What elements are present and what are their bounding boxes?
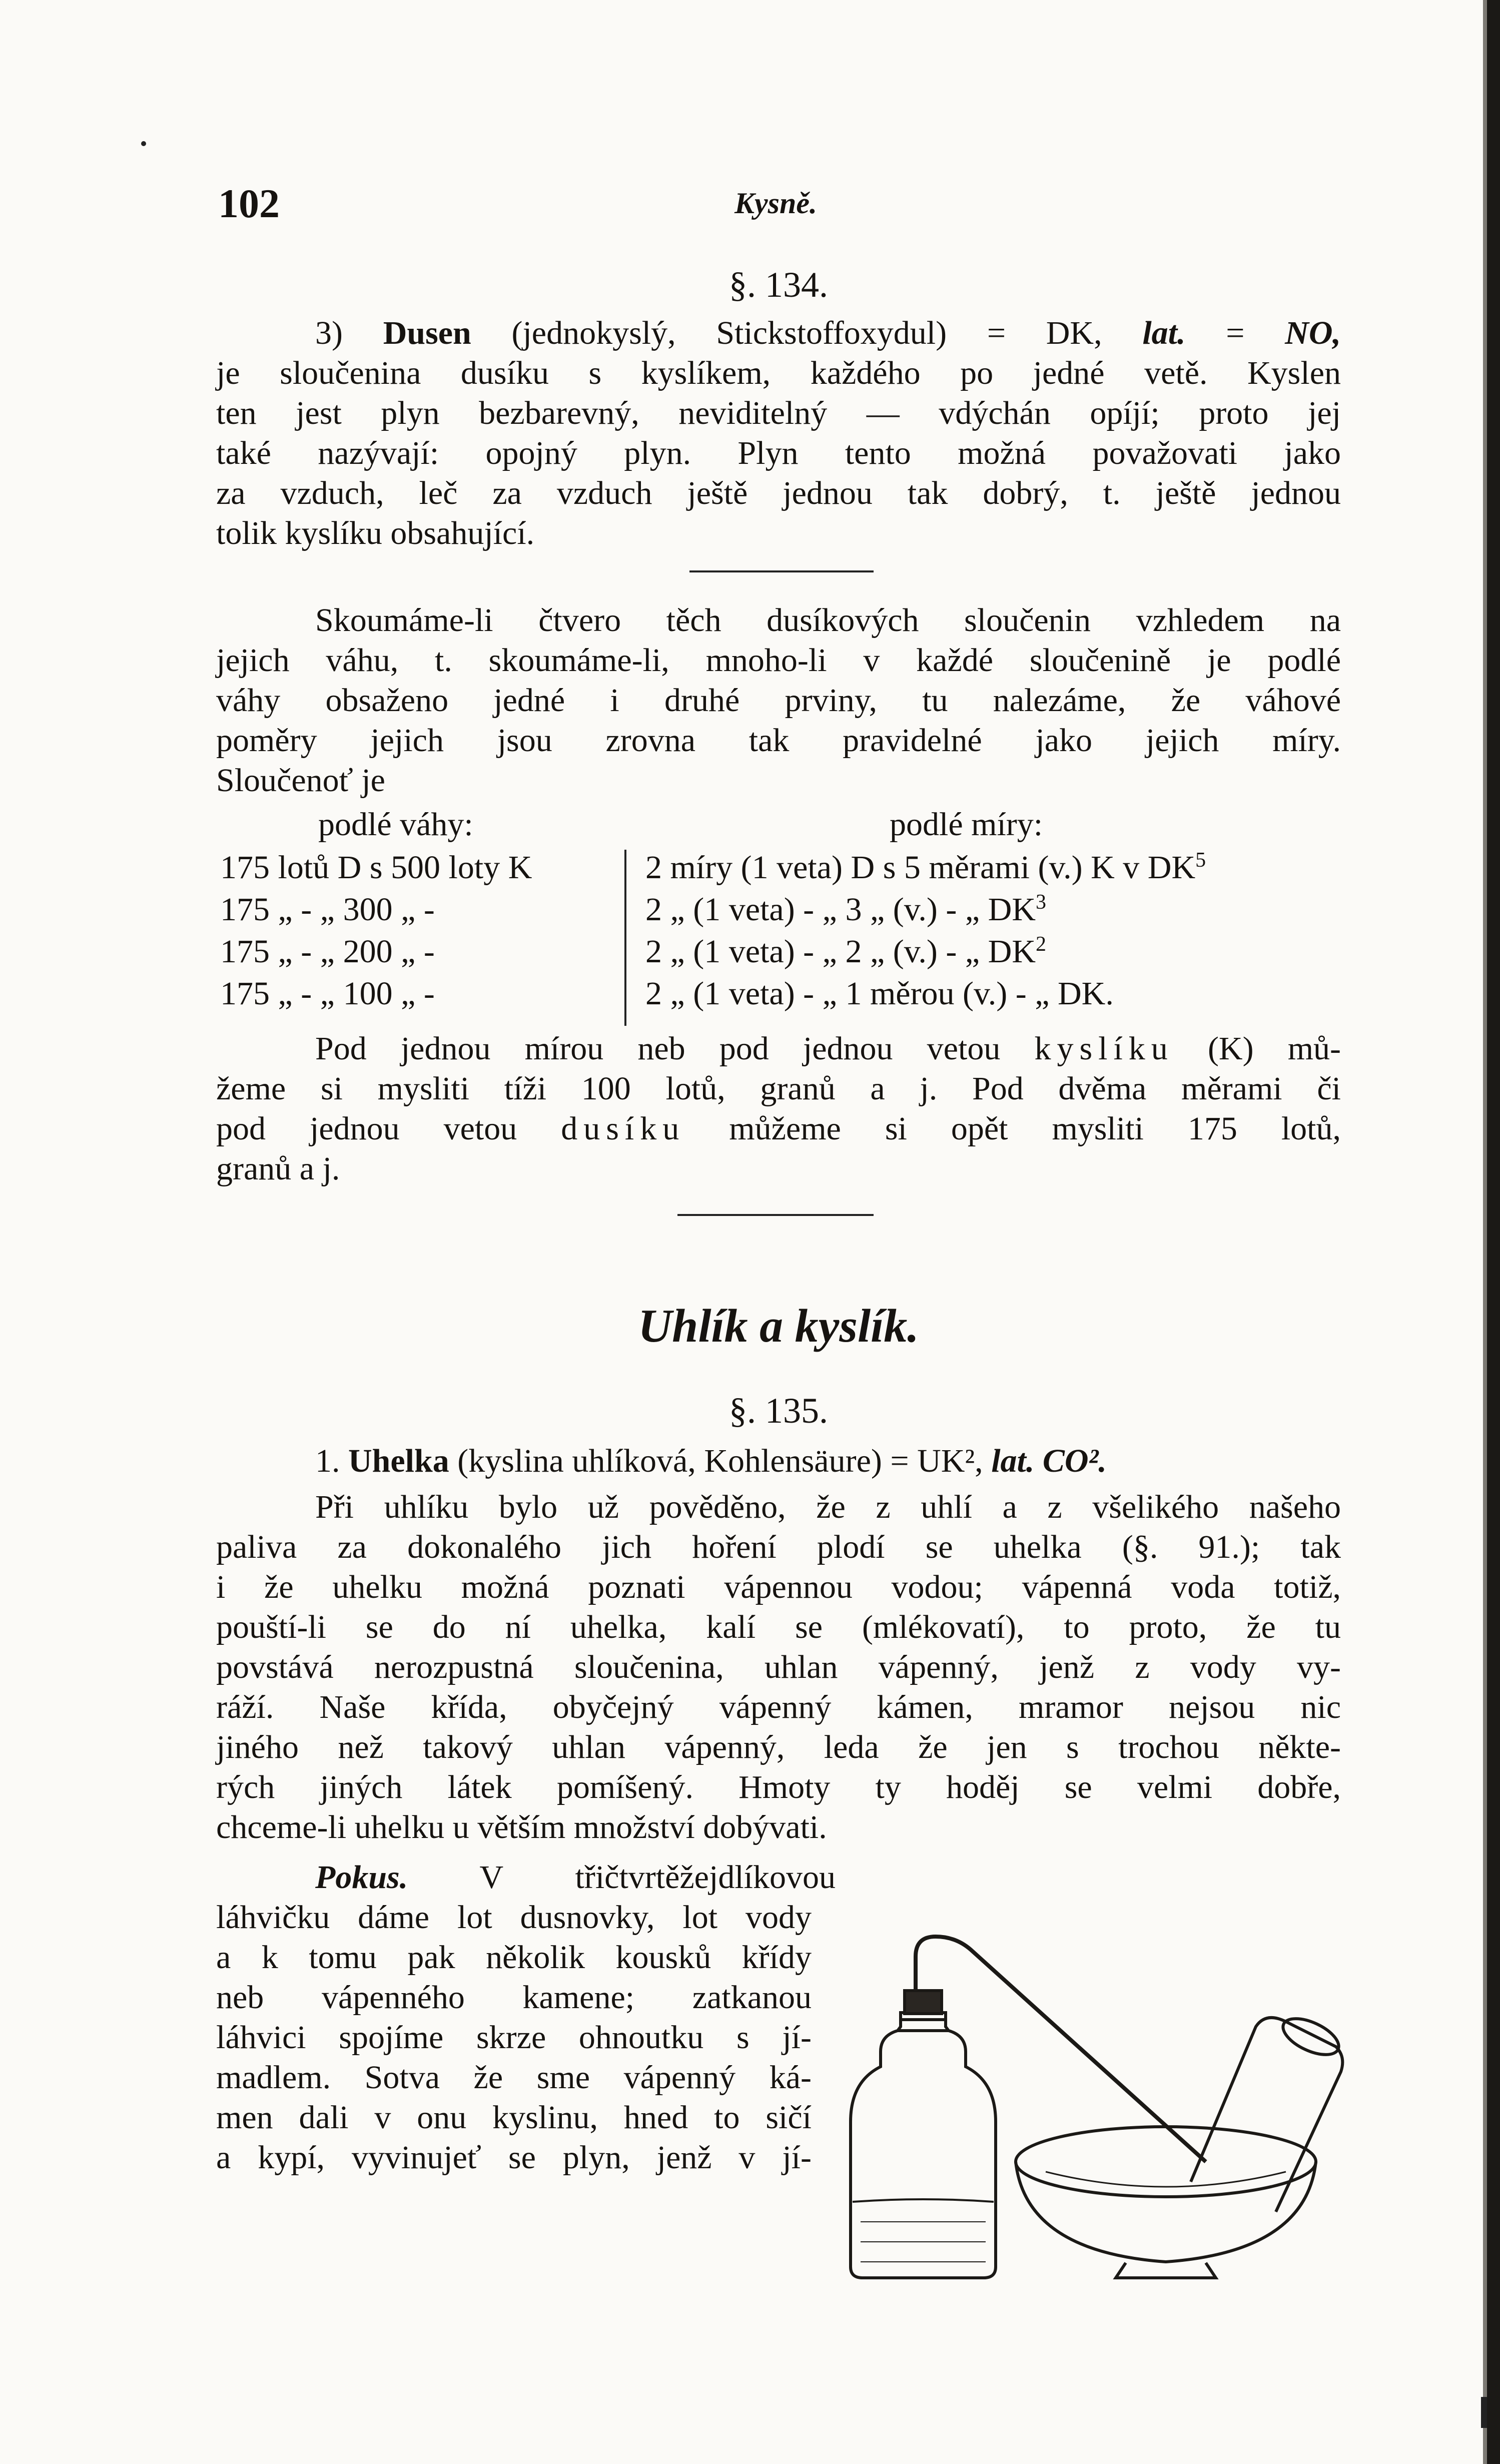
- basin-body: [1016, 2162, 1316, 2262]
- text-run: 3): [315, 315, 383, 351]
- table-row-2-measure: [645, 933, 1046, 971]
- experiment-line-4: láhvici spojíme skrze ohnoutku s jí-: [216, 2019, 812, 2056]
- section-135-number: §. 135.: [729, 1391, 828, 1431]
- pokus-label: Pokus.: [315, 1859, 408, 1896]
- experiment-line-0: [315, 1859, 836, 1897]
- s135-p1-line-1: paliva za dokonalého jich hoření plodí se uhelka (§. 91.); tak: [216, 1529, 1341, 1565]
- exponent: 5: [1195, 849, 1206, 872]
- p3-line-1: žeme si mysliti tíži 100 lotů, granů a j. Pod dvěma měrami či: [216, 1070, 1341, 1107]
- table-row-1-measure: [645, 891, 1046, 929]
- inverted-jar: [1191, 2018, 1342, 2212]
- text-run: =: [1185, 315, 1285, 351]
- experiment-line-2: a k tomu pak několik kousků křídy: [216, 1939, 812, 1976]
- s134-p1-line-5: tolik kyslíku obsahující.: [216, 515, 535, 551]
- experiment-line-6: men dali v onu kyslinu, hned to sičí: [216, 2099, 812, 2136]
- s135-p1-line-4: povstává nerozpustná sloučenina, uhlan vápenný, jenž z vody vy-: [216, 1649, 1341, 1685]
- lat-label: lat.: [1142, 315, 1186, 351]
- s135-p1-line-5: ráží. Naše křída, obyčejný vápenný kámen, mramor nejsou nic: [216, 1689, 1341, 1725]
- p3-line-3: granů a j.: [216, 1150, 340, 1187]
- measure-text: 2 míry (1 veta) D s 5 měrami (v.) K v DK: [645, 849, 1196, 886]
- text-run: pod jednou vetou: [216, 1110, 561, 1147]
- chapter-title: Uhlík a kyslík.: [638, 1300, 919, 1352]
- table-header-weight: podlé váhy:: [318, 806, 473, 843]
- s134-p2-line-3: poměry jejich jsou zrovna tak pravidelné jako jejich míry.: [216, 722, 1341, 759]
- s135-p1-line-6: jiného než takový uhlan vápenný, leda že jen s trochou někte-: [216, 1729, 1341, 1765]
- jar-mouth: [1278, 2011, 1344, 2062]
- s135-p1-line-3: pouští-li se do ní uhelka, kalí se (mlékovatí), to proto, že tu: [216, 1609, 1341, 1645]
- ink-speck: [141, 141, 146, 146]
- section-134-number: §. 134.: [729, 265, 828, 305]
- exponent: 3: [1036, 891, 1047, 914]
- p3-line-0: [315, 1030, 1341, 1068]
- s134-p1-line-4: za vzduch, leč za vzduch ještě jednou tak dobrý, t. ještě jednou: [216, 475, 1341, 511]
- running-title: Kysně.: [734, 187, 817, 220]
- edge-mark: [1481, 2397, 1487, 2428]
- s134-p2-line-2: váhy obsaženo jedné i druhé prviny, tu nalezáme, že váhové: [216, 682, 1341, 719]
- spaced-term-dusiku: dusíku: [561, 1110, 685, 1147]
- experiment-line-7: a kypí, vyvinujeť se plyn, jenž v jí-: [216, 2139, 812, 2176]
- s134-p1-line-3: také nazývají: opojný plyn. Plyn tento možná považovati jako: [216, 435, 1341, 471]
- table-row-2-weight: 175 „ - „ 200 „ -: [220, 933, 435, 970]
- bottle-hatching: [861, 2222, 986, 2262]
- text-run: můžeme si opět mysliti 175 lotů,: [685, 1110, 1341, 1147]
- page-edge-shadow: [1483, 0, 1487, 2464]
- experiment-line-5: madlem. Sotva že sme vápenný ká-: [216, 2059, 812, 2096]
- s134-p1-line-2: ten jest plyn bezbarevný, neviditelný — vdýchán opíjí; proto jej: [216, 395, 1341, 431]
- s134-p1-line-1: je sloučenina dusíku s kyslíkem, každého po jedné vetě. Kyslen: [216, 355, 1341, 391]
- measure-text: 2 „ (1 veta) - „ 3 „ (v.) - „ DK: [645, 891, 1036, 928]
- table-row-0-weight: 175 lotů D s 500 loty K: [220, 849, 532, 886]
- formula-co2: lat. CO².: [991, 1443, 1107, 1479]
- text-run: (kyslina uhlíková, Kohlensäure) = UK²,: [449, 1443, 992, 1479]
- experiment-line-1: láhvičku dáme lot dusnovky, lot vody: [216, 1899, 812, 1936]
- table-row-1-weight: 175 „ - „ 300 „ -: [220, 891, 435, 928]
- basin-foot: [1116, 2263, 1216, 2278]
- s134-p2-line-0: Skoumáme-li čtvero těch dusíkových sloučenin vzhledem na: [315, 602, 1341, 639]
- term-uhelka: Uhelka: [348, 1443, 449, 1479]
- s135-p1-line-7: rých jiných látek pomíšený. Hmoty ty hoděj se velmi dobře,: [216, 1769, 1341, 1805]
- bottle-liquid: [853, 2199, 994, 2202]
- s134-p2-line-1: jejich váhu, t. skoumáme-li, mnoho-li v každé sloučenině je podlé: [216, 642, 1341, 679]
- term-dusen: Dusen: [383, 315, 471, 351]
- s135-p1-line-8: chceme-li uhelku u větším množství dobývati.: [216, 1809, 827, 1845]
- bottle-neck-ring: [898, 2020, 949, 2031]
- s135-heading: [315, 1442, 1341, 1480]
- table-row-0-measure: [645, 849, 1206, 887]
- exponent: 2: [1036, 933, 1047, 956]
- separator-rule: [689, 570, 874, 572]
- s135-p1-line-2: i že uhelku možná poznati vápennou vodou; vápenná voda totiž,: [216, 1569, 1341, 1605]
- s134-p1-line-0: [315, 314, 1341, 352]
- p3-line-2: [216, 1110, 1341, 1148]
- text-run: Pod jednou mírou neb pod jednou vetou: [315, 1030, 1035, 1067]
- measure-text: 2 „ (1 veta) - „ 1 měrou (v.) - „ DK.: [645, 975, 1114, 1012]
- separator-rule: [677, 1214, 874, 1216]
- stopper: [905, 1991, 942, 2014]
- formula-no: NO,: [1285, 315, 1341, 351]
- text-run: 1.: [315, 1443, 348, 1479]
- table-header-measure: podlé míry:: [890, 806, 1043, 843]
- measure-text: 2 „ (1 veta) - „ 2 „ (v.) - „ DK: [645, 933, 1036, 970]
- spaced-term-kysliku: kyslíku: [1034, 1030, 1174, 1067]
- text-run: V třičtvrtěžejdlíkovou: [408, 1859, 836, 1896]
- page-number: 102: [218, 181, 280, 226]
- s135-p1-line-0: Při uhlíku bylo už pověděno, že z uhlí a z všelikého našeho: [315, 1489, 1341, 1525]
- table-row-3-weight: 175 „ - „ 100 „ -: [220, 975, 435, 1012]
- table-column-separator: [624, 850, 626, 1026]
- apparatus-illustration: [846, 1902, 1356, 2282]
- experiment-line-3: neb vápenného kamene; zatkanou: [216, 1979, 812, 2016]
- basin-water: [1046, 2172, 1286, 2187]
- s134-p2-line-4: Sloučenoť je: [216, 762, 385, 799]
- bottle-outline: [851, 2013, 996, 2278]
- page-edge: [1487, 0, 1500, 2464]
- text-run: (K) mů-: [1173, 1030, 1341, 1067]
- text-run: (jednokyslý, Stickstoffoxydul) = DK,: [471, 315, 1143, 351]
- table-row-3-measure: [645, 975, 1114, 1013]
